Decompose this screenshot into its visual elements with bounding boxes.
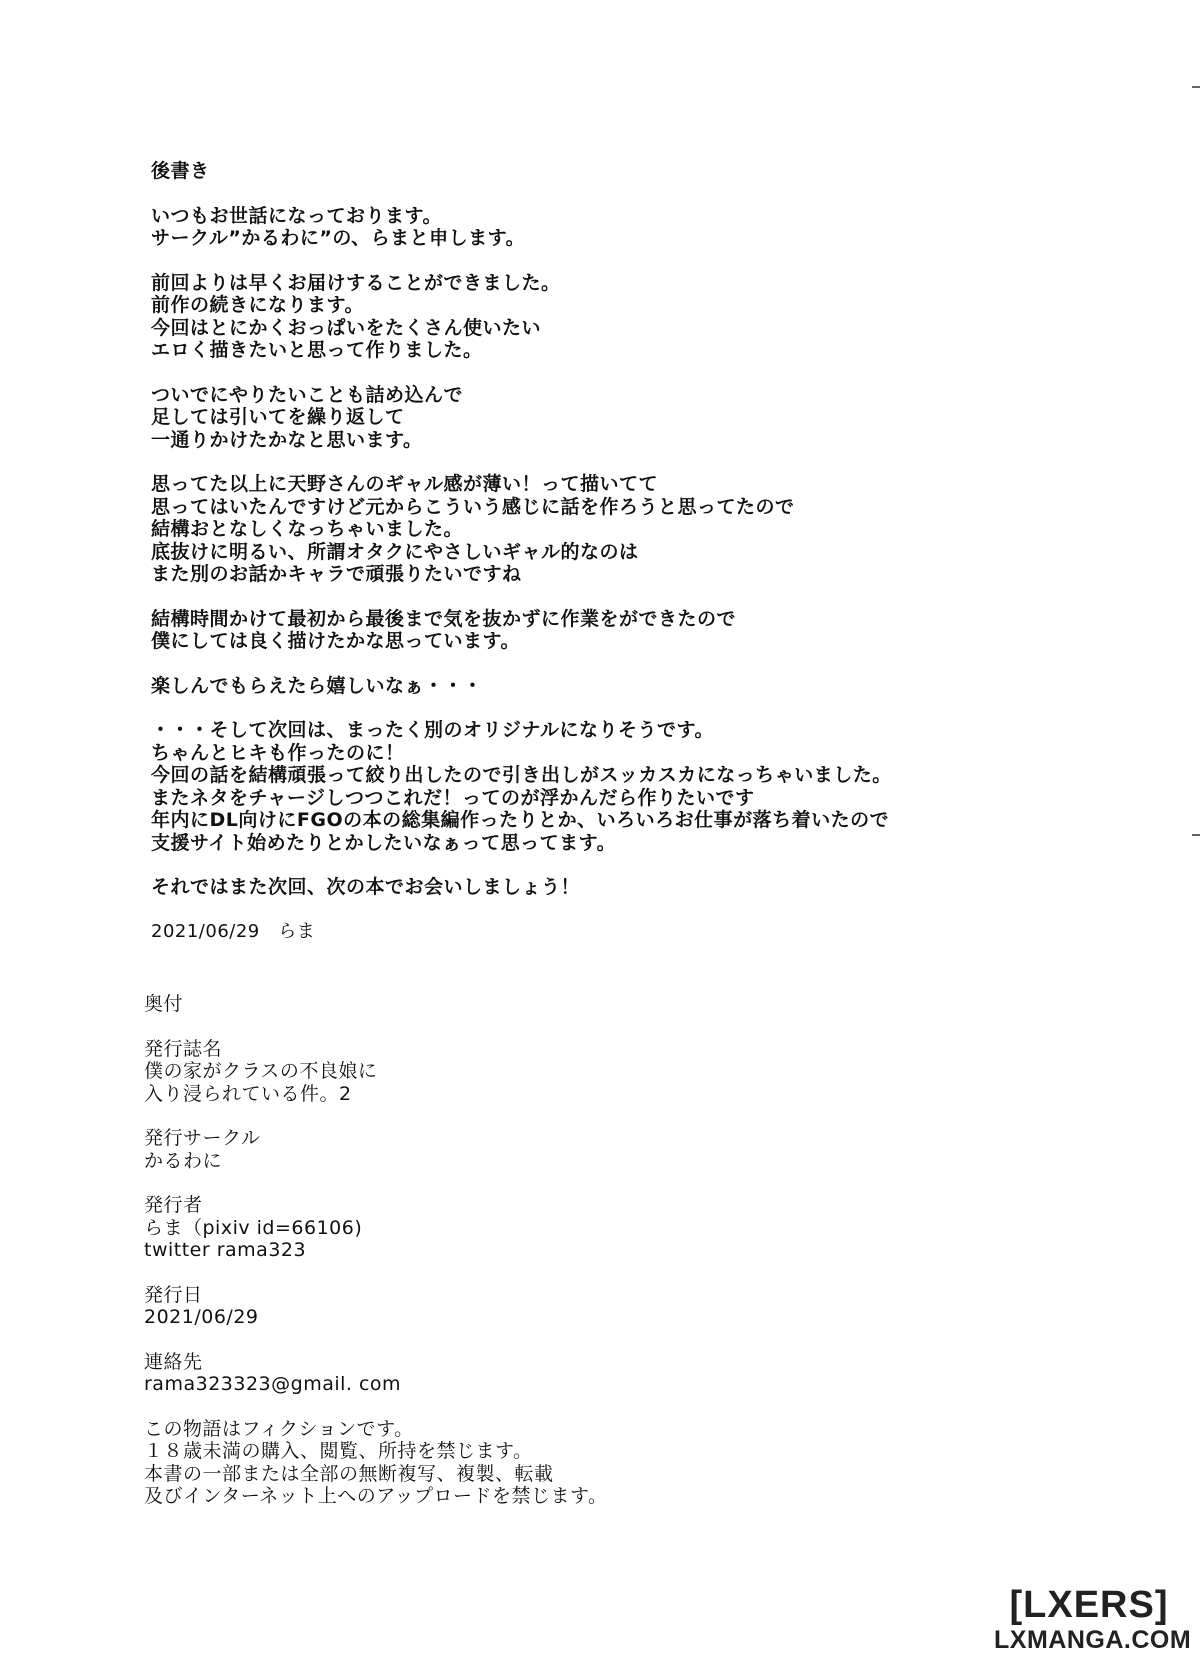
- afterword-paragraph: [151, 473, 951, 586]
- text-line: 思ってた以上に天野さんのギャル感が薄い！って描いてて: [151, 473, 659, 495]
- afterword-paragraph: [151, 272, 951, 362]
- watermark: [994, 1584, 1192, 1654]
- text-line: 結構おとなしくなっちゃいました。: [151, 518, 464, 540]
- notice-line: １８歳未満の購入、閲覧、所持を禁じます。: [144, 1440, 533, 1462]
- colophon-date-block: [144, 1284, 844, 1329]
- afterword-paragraph: [151, 608, 951, 653]
- afterword-paragraph: [151, 384, 951, 452]
- text-line: またネタをチャージしつつこれだ！ってのが浮かんだら作りたいです: [151, 786, 755, 809]
- text-line: ・・・そして次回は、まったく別のオリジナルになりそうです。: [151, 719, 715, 741]
- text-line: 足しては引いてを繰り返して: [151, 406, 405, 428]
- colophon-label: 連絡先: [144, 1350, 203, 1373]
- text-line: 前回よりは早くお届けすることができました。: [151, 271, 561, 294]
- colophon-value: 2021/06/29: [144, 1306, 259, 1328]
- colophon-label: 発行誌名: [144, 1037, 223, 1060]
- text-line: 一通りかけたかなと思います。: [151, 428, 423, 451]
- colophon-heading: 奥付: [144, 993, 184, 1015]
- afterword-paragraph: [151, 876, 951, 899]
- text-line: また別のお話かキャラで頑張りたいですね: [151, 563, 522, 585]
- colophon-label: 発行日: [144, 1283, 203, 1306]
- text-line: エロく描きたいと思って作りました。: [151, 339, 483, 361]
- colophon-value: かるわに: [144, 1149, 223, 1172]
- colophon-value: 僕の家がクラスの不良娘に: [144, 1060, 378, 1082]
- text-line: ついでにやりたいことも詰め込んで: [151, 383, 464, 406]
- text-line: 底抜けに明るい、所謂オタクにやさしいギャル的なのは: [151, 540, 639, 563]
- afterword-heading: 後書き: [151, 160, 210, 182]
- text-line: 結構時間かけて最初から最後まで気を抜かずに作業をができたので: [151, 607, 737, 630]
- text-line: いつもお世話になっております。: [151, 204, 442, 227]
- colophon-label: 発行サークル: [144, 1127, 261, 1149]
- afterword-paragraph: [151, 719, 951, 854]
- afterword-section: [151, 160, 951, 943]
- afterword-paragraph: [151, 675, 951, 698]
- colophon-section: [144, 993, 844, 1508]
- text-line: 年内にDL向けにFGOの本の総集編作ったりとか、いろいろお仕事が落ち着いたので: [151, 809, 890, 831]
- text-line: 思ってはいたんですけど元からこういう感じに話を作ろうと思ってたので: [151, 495, 795, 518]
- trim-mark: [1192, 834, 1200, 836]
- text-line: 楽しんでもらえたら嬉しいなぁ・・・: [151, 674, 483, 697]
- notice-line: この物語はフィクションです。: [144, 1417, 414, 1440]
- afterword-date-signature: 2021/06/29 らま: [151, 920, 316, 942]
- colophon-circle-block: [144, 1127, 844, 1172]
- colophon-value: 入り浸られている件。2: [144, 1082, 352, 1105]
- trim-mark: [1192, 86, 1200, 88]
- text-line: 前作の続きになります。: [151, 294, 364, 316]
- text-line: 僕にしては良く描けたかな思っています。: [151, 630, 520, 652]
- afterword-paragraph: [151, 205, 951, 250]
- text-line: 支援サイト始めたりとかしたいなぁって思ってます。: [151, 831, 617, 854]
- colophon-title-block: [144, 1038, 844, 1106]
- colophon-label: 発行者: [144, 1194, 203, 1216]
- watermark-site: LXMANGA.COM: [994, 1626, 1192, 1654]
- legal-notice: [144, 1418, 844, 1508]
- text-line: それではまた次回、次の本でお会いしましょう！: [151, 876, 581, 898]
- text-line: サークル”かるわに”の、らまと申します。: [151, 227, 526, 249]
- text-line: 今回はとにかくおっぱいをたくさん使いたい: [151, 316, 542, 339]
- text-line: 今回の話を結構頑張って絞り出したので引き出しがスッカスカになっちゃいました。: [151, 764, 892, 786]
- text-line: ちゃんとヒキも作ったのに！: [151, 741, 405, 764]
- watermark-logo: [LXERS]: [1009, 1584, 1169, 1626]
- colophon-publisher-block: [144, 1194, 844, 1262]
- colophon-value: らま（pixiv id=66106): [144, 1216, 363, 1239]
- colophon-value: rama323323@gmail. com: [144, 1373, 402, 1395]
- notice-line: 本書の一部または全部の無断複写、複製、転載: [144, 1462, 554, 1485]
- colophon-contact-block: [144, 1351, 844, 1396]
- colophon-value: twitter rama323: [144, 1239, 307, 1261]
- notice-line: 及びインターネット上へのアップロードを禁じます。: [144, 1485, 608, 1507]
